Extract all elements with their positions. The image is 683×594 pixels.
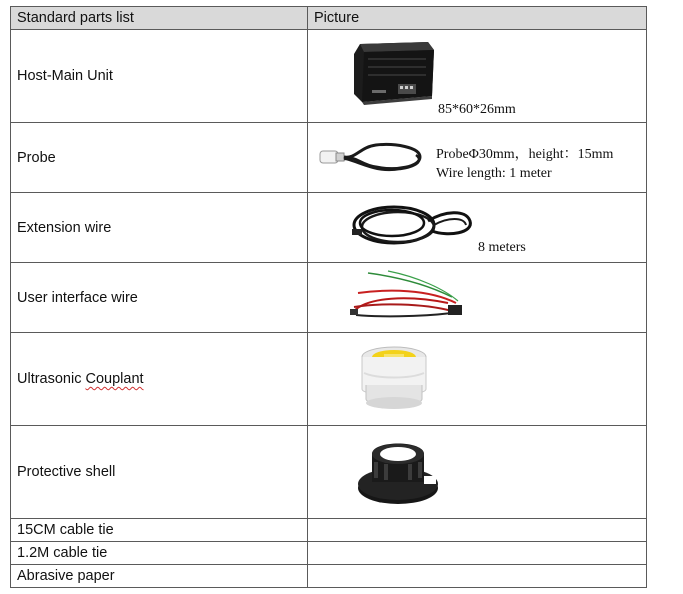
- part-name: Host-Main Unit: [11, 30, 308, 123]
- part-name-prefix: Ultrasonic: [17, 371, 86, 387]
- part-name: User interface wire: [11, 263, 308, 333]
- part-picture-cell: [308, 263, 647, 333]
- table-header-row: [11, 7, 647, 30]
- table-row: [11, 565, 647, 588]
- part-caption: 85*60*26mm: [438, 102, 516, 117]
- header-picture: Picture: [308, 7, 647, 30]
- part-name: [11, 333, 308, 426]
- part-picture-cell: [308, 193, 647, 263]
- part-picture-cell: [308, 30, 647, 123]
- part-picture-cell: [308, 542, 647, 565]
- table-row: [11, 333, 647, 426]
- couplant-jar-image: [354, 343, 434, 415]
- user-interface-wire-image: [348, 267, 468, 327]
- table-row: [11, 542, 647, 565]
- part-name: Probe: [11, 123, 308, 193]
- protective-shell-image: [354, 436, 440, 508]
- part-name: 15CM cable tie: [11, 519, 308, 542]
- part-caption: ProbeΦ30mm，height：15mm: [436, 147, 614, 162]
- probe-image: [316, 137, 428, 177]
- table-row: [11, 263, 647, 333]
- part-name: Abrasive paper: [11, 565, 308, 588]
- part-picture-cell: [308, 565, 647, 588]
- part-picture-cell: [308, 426, 647, 519]
- part-name: Protective shell: [11, 426, 308, 519]
- extension-wire-image: [348, 201, 478, 251]
- table-row: [11, 519, 647, 542]
- standard-parts-table: [10, 6, 647, 588]
- table-row: [11, 426, 647, 519]
- table-row: [11, 193, 647, 263]
- table-row: [11, 123, 647, 193]
- header-parts-list: Standard parts list: [11, 7, 308, 30]
- part-picture-cell: [308, 519, 647, 542]
- part-name: 1.2M cable tie: [11, 542, 308, 565]
- part-caption-secondary: Wire length: 1 meter: [436, 166, 552, 181]
- table-row: [11, 30, 647, 123]
- part-name-squiggle: Couplant: [85, 371, 144, 387]
- part-name: Extension wire: [11, 193, 308, 263]
- part-caption: 8 meters: [478, 240, 526, 255]
- host-main-unit-image: [348, 36, 438, 108]
- part-picture-cell: [308, 333, 647, 426]
- part-picture-cell: [308, 123, 647, 193]
